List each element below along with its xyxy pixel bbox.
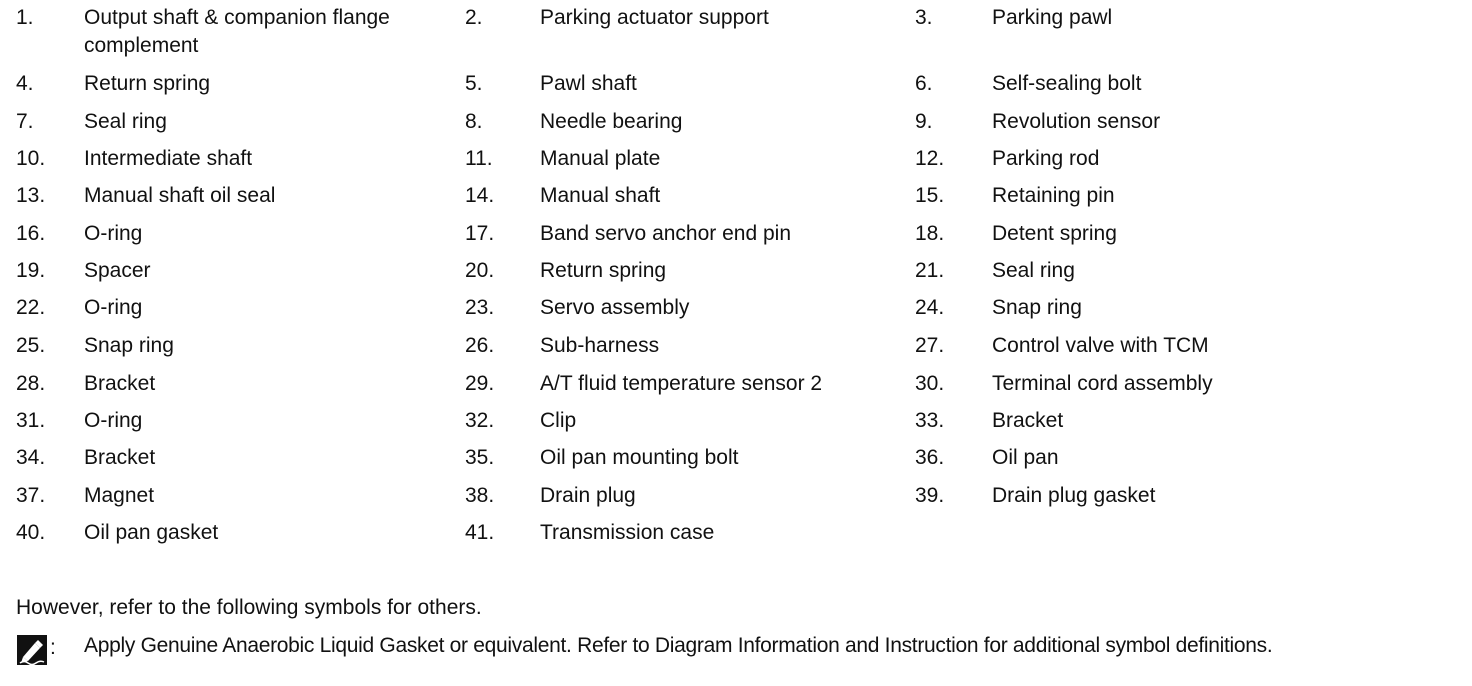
part-name: Seal ring xyxy=(84,110,167,133)
part-number: 40. xyxy=(16,521,46,544)
part-name: Oil pan mounting bolt xyxy=(540,446,739,469)
part-name: Servo assembly xyxy=(540,296,690,319)
parts-row xyxy=(0,220,1472,257)
part-number: 24. xyxy=(915,296,945,319)
part-name: Retaining pin xyxy=(992,184,1115,207)
part-number: 33. xyxy=(915,409,945,432)
part-name: O-ring xyxy=(84,222,143,245)
part-name: Detent spring xyxy=(992,222,1117,245)
parts-row xyxy=(0,332,1472,369)
part-number: 7. xyxy=(16,110,34,133)
parts-row xyxy=(0,257,1472,294)
part-name: Manual shaft xyxy=(540,184,661,207)
symbol-description: Apply Genuine Anaerobic Liquid Gasket or equivalent. Refer to Diagram Information and Instruction for additional symbol definitions. xyxy=(84,634,1273,657)
part-number: 34. xyxy=(16,446,46,469)
part-name: Terminal cord assembly xyxy=(992,372,1213,395)
part-name: Spacer xyxy=(84,259,151,282)
part-name: Manual plate xyxy=(540,147,661,170)
part-name: Parking pawl xyxy=(992,6,1113,29)
part-name: Bracket xyxy=(84,372,156,395)
part-name: O-ring xyxy=(84,296,143,319)
part-number: 28. xyxy=(16,372,46,395)
part-name: Control valve with TCM xyxy=(992,334,1209,357)
part-name: Intermediate shaft xyxy=(84,147,253,170)
part-name: Band servo anchor end pin xyxy=(540,222,792,245)
part-number: 30. xyxy=(915,372,945,395)
part-name: Oil pan gasket xyxy=(84,521,219,544)
part-number: 27. xyxy=(915,334,945,357)
part-name: Needle bearing xyxy=(540,110,683,133)
part-name: A/T fluid temperature sensor 2 xyxy=(540,372,823,395)
part-name: O-ring xyxy=(84,409,143,432)
symbols-note: However, refer to the following symbols for others. xyxy=(16,596,482,619)
part-number: 11. xyxy=(465,147,493,170)
gasket-pen-icon xyxy=(16,634,48,666)
part-name: Return spring xyxy=(540,259,667,282)
part-number: 13. xyxy=(16,184,46,207)
parts-row xyxy=(0,108,1472,145)
part-name: Drain plug gasket xyxy=(992,484,1156,507)
part-name: Snap ring xyxy=(84,334,174,357)
parts-row xyxy=(0,519,1472,556)
part-name: Manual shaft oil seal xyxy=(84,184,276,207)
symbol-colon: : xyxy=(50,636,56,659)
part-number: 12. xyxy=(915,147,945,170)
part-number: 29. xyxy=(465,372,495,395)
part-number: 14. xyxy=(465,184,495,207)
parts-row xyxy=(0,444,1472,481)
part-number: 37. xyxy=(16,484,46,507)
part-name: Parking rod xyxy=(992,147,1100,170)
part-name: Bracket xyxy=(84,446,156,469)
part-name: Parking actuator support xyxy=(540,6,769,29)
part-number: 35. xyxy=(465,446,495,469)
part-number: 5. xyxy=(465,72,483,95)
part-number: 26. xyxy=(465,334,495,357)
part-number: 17. xyxy=(465,222,495,245)
part-name: Clip xyxy=(540,409,577,432)
part-name: Revolution sensor xyxy=(992,110,1161,133)
part-number: 38. xyxy=(465,484,495,507)
parts-row xyxy=(0,407,1472,444)
parts-row xyxy=(0,4,1472,57)
part-number: 6. xyxy=(915,72,933,95)
parts-row xyxy=(0,182,1472,219)
part-name: Snap ring xyxy=(992,296,1082,319)
part-number: 20. xyxy=(465,259,495,282)
part-number: 31. xyxy=(16,409,46,432)
part-number: 36. xyxy=(915,446,945,469)
part-number: 4. xyxy=(16,72,34,95)
part-name: Output shaft & companion flange complement xyxy=(84,6,390,57)
part-number: 18. xyxy=(915,222,945,245)
part-number: 19. xyxy=(16,259,46,282)
part-number: 25. xyxy=(16,334,46,357)
part-number: 21. xyxy=(915,259,945,282)
parts-row xyxy=(0,482,1472,519)
part-number: 1. xyxy=(16,6,34,29)
part-name: Sub-harness xyxy=(540,334,660,357)
part-number: 8. xyxy=(465,110,483,133)
part-name: Pawl shaft xyxy=(540,72,637,95)
part-name: Oil pan xyxy=(992,446,1059,469)
part-name: Self-sealing bolt xyxy=(992,72,1142,95)
part-number: 23. xyxy=(465,296,495,319)
part-name: Drain plug xyxy=(540,484,636,507)
parts-row xyxy=(0,370,1472,407)
part-number: 22. xyxy=(16,296,46,319)
part-number: 9. xyxy=(915,110,933,133)
symbol-definition xyxy=(16,630,1466,670)
part-number: 41. xyxy=(465,521,495,544)
part-number: 15. xyxy=(915,184,945,207)
parts-row xyxy=(0,70,1472,107)
part-number: 10. xyxy=(16,147,46,170)
part-number: 3. xyxy=(915,6,933,29)
part-number: 16. xyxy=(16,222,46,245)
parts-row xyxy=(0,294,1472,331)
part-name: Magnet xyxy=(84,484,155,507)
parts-row xyxy=(0,145,1472,182)
part-number: 32. xyxy=(465,409,495,432)
part-number: 2. xyxy=(465,6,483,29)
part-name: Return spring xyxy=(84,72,211,95)
part-name: Seal ring xyxy=(992,259,1075,282)
part-name: Bracket xyxy=(992,409,1064,432)
part-name: Transmission case xyxy=(540,521,715,544)
part-number: 39. xyxy=(915,484,945,507)
